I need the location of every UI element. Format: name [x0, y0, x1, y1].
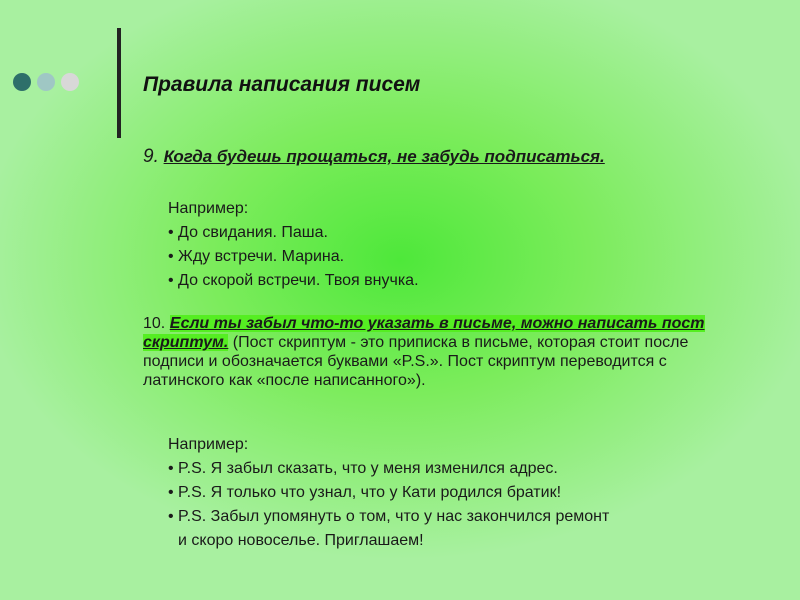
- example-label: Например:: [168, 200, 249, 217]
- example-item: • До скорой встречи. Твоя внучка.: [168, 272, 419, 289]
- rule-10-highlight: Если ты забыл что-то указать в письме, можно написать пост скриптум.: [143, 315, 705, 351]
- example-item: и скоро новоселье. Приглашаем!: [178, 532, 424, 549]
- example-item: • Жду встречи. Марина.: [168, 248, 345, 265]
- example-item: • P.S. Забыл упомянуть о том, что у нас закончился ремонт: [168, 508, 610, 525]
- example-item: • До свидания. Паша.: [168, 224, 328, 241]
- slide-title: Правила написания писем: [143, 73, 421, 96]
- example-item: • P.S. Я забыл сказать, что у меня изменился адрес.: [168, 460, 558, 477]
- example-block-1: [168, 197, 419, 293]
- rule-9: [143, 146, 605, 168]
- dot-light: [37, 73, 55, 91]
- example-label: Например:: [168, 436, 249, 453]
- rule-10-number: 10.: [143, 315, 166, 332]
- example-block-2: [168, 433, 609, 553]
- decorative-dots: [13, 73, 79, 91]
- rule-10: [143, 314, 743, 390]
- vertical-divider: [117, 28, 121, 138]
- rule-9-text: Когда будешь прощаться, не забудь подписаться.: [163, 147, 605, 166]
- rule-10-explanation: (Пост скриптум - это приписка в письме, которая стоит после подписи и обозначается буквами «P.S.». Пост скриптум переводится с латинского как «после написанного»).: [143, 334, 689, 389]
- example-item: • P.S. Я только что узнал, что у Кати родился братик!: [168, 484, 562, 501]
- rule-9-number: 9.: [143, 146, 159, 167]
- dot-dark: [13, 73, 31, 91]
- dot-gray: [61, 73, 79, 91]
